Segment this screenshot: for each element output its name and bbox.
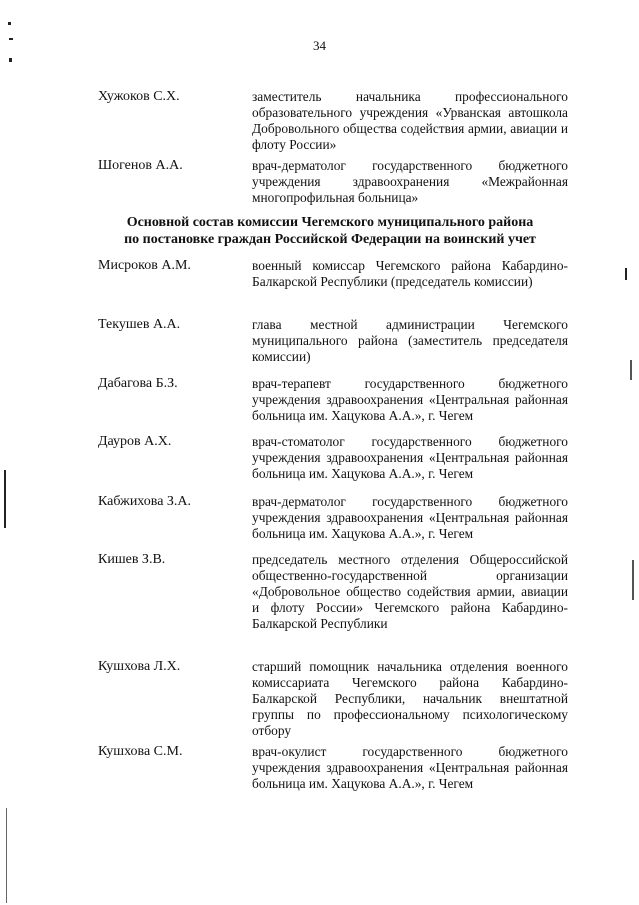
member-name: Кишев З.В.	[98, 552, 166, 567]
scan-mark	[8, 22, 11, 25]
member-role: врач-окулист государственного бюджетного учреждения здравоохранения «Центральная районная больница им. Хацукова А.А.», г. Чегем	[252, 744, 568, 791]
member-name: Текушев А.А.	[98, 317, 181, 332]
member-role: врач-терапевт государственного бюджетного учреждения здравоохранения «Центральная районная больница им. Хацукова А.А.», г. Чегем	[252, 376, 568, 423]
scan-mark	[625, 268, 627, 280]
member-name: Кабжихова З.А.	[98, 494, 192, 509]
scan-mark	[6, 808, 7, 903]
section-heading-line: по постановке граждан Российской Федерации на воинский учет	[124, 232, 536, 247]
member-role: старший помощник начальника отделения военного комиссариата Чегемского района Кабардино-Балкарской Республики, начальник внештатной группы по профессиональному психологическому отбору	[252, 659, 568, 738]
member-name: Кушхова Л.Х.	[98, 659, 181, 674]
member-role: военный комиссар Чегемского района Кабардино-Балкарской Республики (председатель комиссии)	[252, 258, 568, 289]
member-name: Дауров А.Х.	[98, 434, 172, 449]
section-heading	[80, 214, 580, 248]
member-role: глава местной администрации Чегемского муниципального района (заместитель председателя комиссии)	[252, 317, 568, 364]
member-role: врач-дерматолог государственного бюджетного учреждения здравоохранения «Центральная районная больница им. Хацукова А.А.», г. Чегем	[252, 494, 568, 541]
member-role: заместитель начальника профессионального образовательного учреждения «Урванская автошкола Добровольного общества содействия армии, авиации и флоту России»	[252, 89, 568, 152]
member-name: Хужоков С.Х.	[98, 89, 180, 104]
scan-mark	[9, 58, 12, 62]
member-name: Дабагова Б.З.	[98, 376, 178, 391]
member-name: Шогенов А.А.	[98, 158, 183, 173]
member-name: Кушхова С.М.	[98, 744, 183, 759]
member-role: врач-стоматолог государственного бюджетного учреждения здравоохранения «Центральная районная больница им. Хацукова А.А.», г. Чегем	[252, 434, 568, 481]
scan-mark	[4, 470, 6, 528]
member-role: врач-дерматолог государственного бюджетного учреждения здравоохранения «Межрайонная многопрофильная больница»	[252, 158, 568, 205]
member-role: председатель местного отделения Общероссийской общественно-государственной организации «Добровольное общество содействия армии, авиации и флоту России» Чегемского района Кабардино-Балкарской Республики	[252, 552, 568, 631]
scan-mark	[630, 360, 632, 380]
section-heading-line: Основной состав комиссии Чегемского муниципального района	[126, 215, 534, 230]
scan-mark	[632, 560, 634, 600]
page-number: 34	[313, 38, 326, 53]
member-name: Мисроков А.М.	[98, 258, 191, 273]
